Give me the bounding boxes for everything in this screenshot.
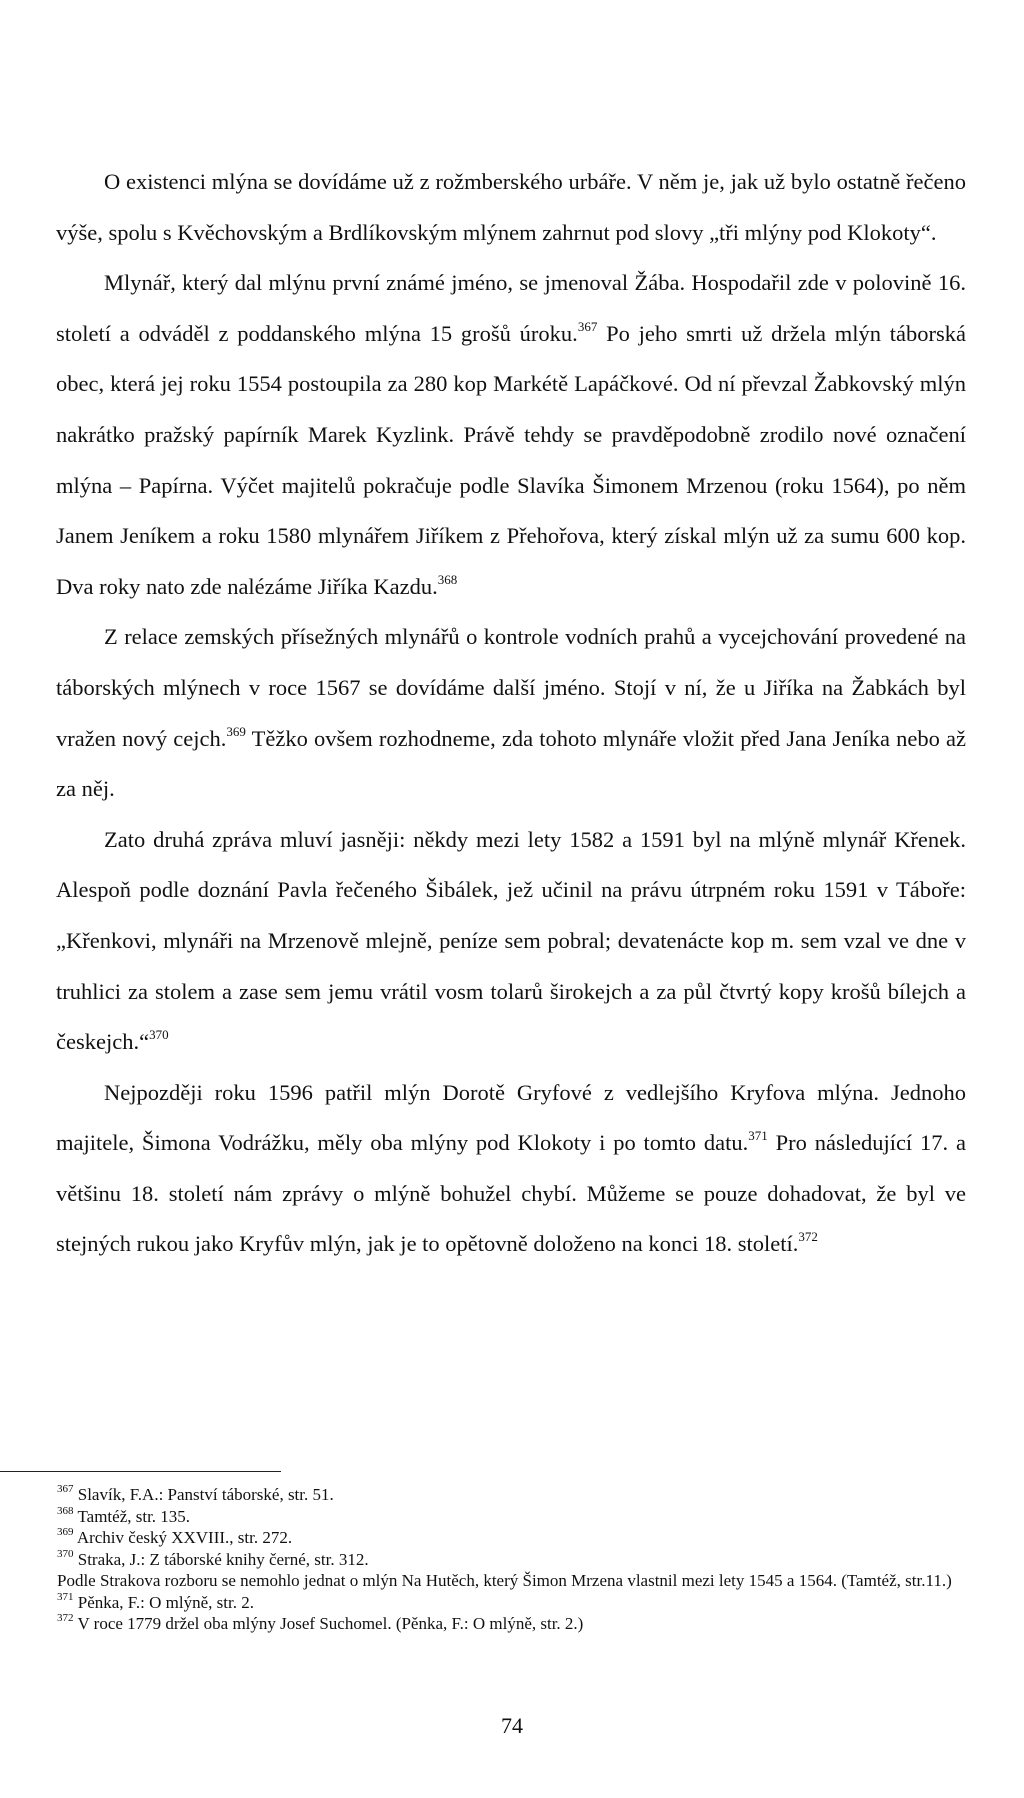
paragraph-text: Mlynář, který dal mlýnu první známé jméno, se jmenoval Žába. Hospodařil zde v polovině 16. století a odváděl z poddanského mlýna 15 grošů úroku. (56, 270, 966, 346)
footnote-reference: 368 (437, 571, 458, 587)
footnote-number: 371 (57, 1590, 74, 1603)
footnote-text: Tamtéž, str. 135. (77, 1506, 191, 1526)
footnote-text: Pěnka, F.: O mlýně, str. 2. (77, 1592, 254, 1612)
footnote-number: 367 (57, 1483, 74, 1495)
paragraph-text: Zato druhá zpráva mluví jasněji: někdy mezi lety 1582 a 1591 byl na mlýně mlynář Křenek. Alespoň podle doznání Pavla řečeného Šibálek, jež učinil na právu útrpném roku 1591 v Táboře: „Křenkovi, mlynáři na Mrzenově mlejně, peníze sem pobral; devatenácte kop m. sem vzal ve dne v truhlici za stolem a zase sem jemu vrátil vosm tolarů širokejch a za půl čtvrtý kopy krošů bílejch a českejch.“ (56, 826, 966, 1055)
footnote-reference: 369 (226, 723, 246, 739)
footnote-continuation (57, 1570, 967, 1592)
paragraph-text: Po jeho smrti už držela mlýn táborská obec, která jej roku 1554 postoupila za 280 kop Markétě Lapáčkové. Od ní převzal Žabkovský mlýn nakrátko pražský papírník Marek Kyzlink. Právě tehdy se pravděpodobně zrodilo nové označení mlýna – Papírna. Výčet majitelů pokračuje podle Slavíka Šimonem Mrzenou (roku 1564), po něm Janem Jeníkem a roku 1580 mlynářem Jiříkem z Přehořova, který získal mlýn už za sumu 600 kop. Dva roky nato zde nalézáme Jiříka Kazdu. (56, 320, 967, 599)
footnote-reference: 371 (748, 1128, 768, 1144)
body-text (56, 157, 966, 1270)
footnote-reference: 367 (577, 318, 598, 334)
footnote-text: V roce 1779 držel oba mlýny Josef Suchomel. (Pěnka, F.: O mlýně, str. 2.) (77, 1614, 584, 1633)
footnote-number: 368 (57, 1504, 74, 1517)
footnote (57, 1484, 967, 1506)
paragraph-text: Z relace zemských přísežných mlynářů o kontrole vodních prahů a vycejchování provedené na táborských mlýnech v roce 1567 se dovídáme další jméno. Stojí v ní, že u Jiříka na Žabkách byl vražen nový cejch. (56, 624, 966, 751)
paragraph-text: Pro následující 17. a většinu 18. století nám zprávy o mlýně bohužel chybí. Můžeme se pouze dohadovat, že byl ve stejných rukou jako Kryfův mlýn, jak je to opětovně doloženo na konci 18. století. (56, 1130, 966, 1257)
footnote (57, 1592, 967, 1614)
paragraph (56, 258, 966, 612)
footnote-number: 372 (57, 1612, 74, 1624)
footnote-text: Podle Strakova rozboru se nemohlo jednat o mlýn Na Hutěch, který Šimon Mrzena vlastnil mezi lety 1545 a 1564. (Tamtéž, str.11.) (57, 1571, 952, 1590)
footnote-number: 370 (57, 1547, 74, 1560)
footnote-text: Slavík, F.A.: Panství táborské, str. 51. (77, 1485, 334, 1504)
paragraph-text: Nejpozději roku 1596 patřil mlýn Dorotě Gryfové z vedlejšího Kryfova mlýna. Jednoho majitele, Šimona Vodrážku, měly oba mlýny pod Klokoty i po tomto datu. (56, 1079, 966, 1156)
footnote (57, 1613, 967, 1635)
paragraph (56, 157, 966, 258)
paragraph-text: Těžko ovšem rozhodneme, zda tohoto mlynáře vložit před Jana Jeníka nebo až za něj. (56, 725, 966, 802)
footnote-separator (0, 1471, 281, 1472)
page-number: 74 (501, 1713, 523, 1738)
paragraph-text: O existenci mlýna se dovídáme už z rožmberského urbáře. V něm je, jak už bylo ostatně řečeno výše, spolu s Kvěchovským a Brdlíkovským mlýnem zahrnut pod slovy „tři mlýny pod Klokoty“. (56, 169, 966, 245)
footnote-reference: 370 (149, 1027, 169, 1043)
footnotes (57, 1484, 967, 1635)
paragraph (56, 1068, 966, 1270)
paragraph (56, 815, 966, 1068)
footnote-reference: 372 (798, 1229, 818, 1245)
footnote-text: Archiv český XXVIII., str. 272. (76, 1528, 293, 1547)
footnote-number: 369 (57, 1526, 74, 1538)
paragraph (56, 612, 966, 814)
footnote-text: Straka, J.: Z táborské knihy černé, str. 312. (77, 1549, 369, 1569)
footnote (57, 1527, 967, 1549)
footnote (57, 1506, 967, 1528)
footnote (57, 1549, 967, 1571)
